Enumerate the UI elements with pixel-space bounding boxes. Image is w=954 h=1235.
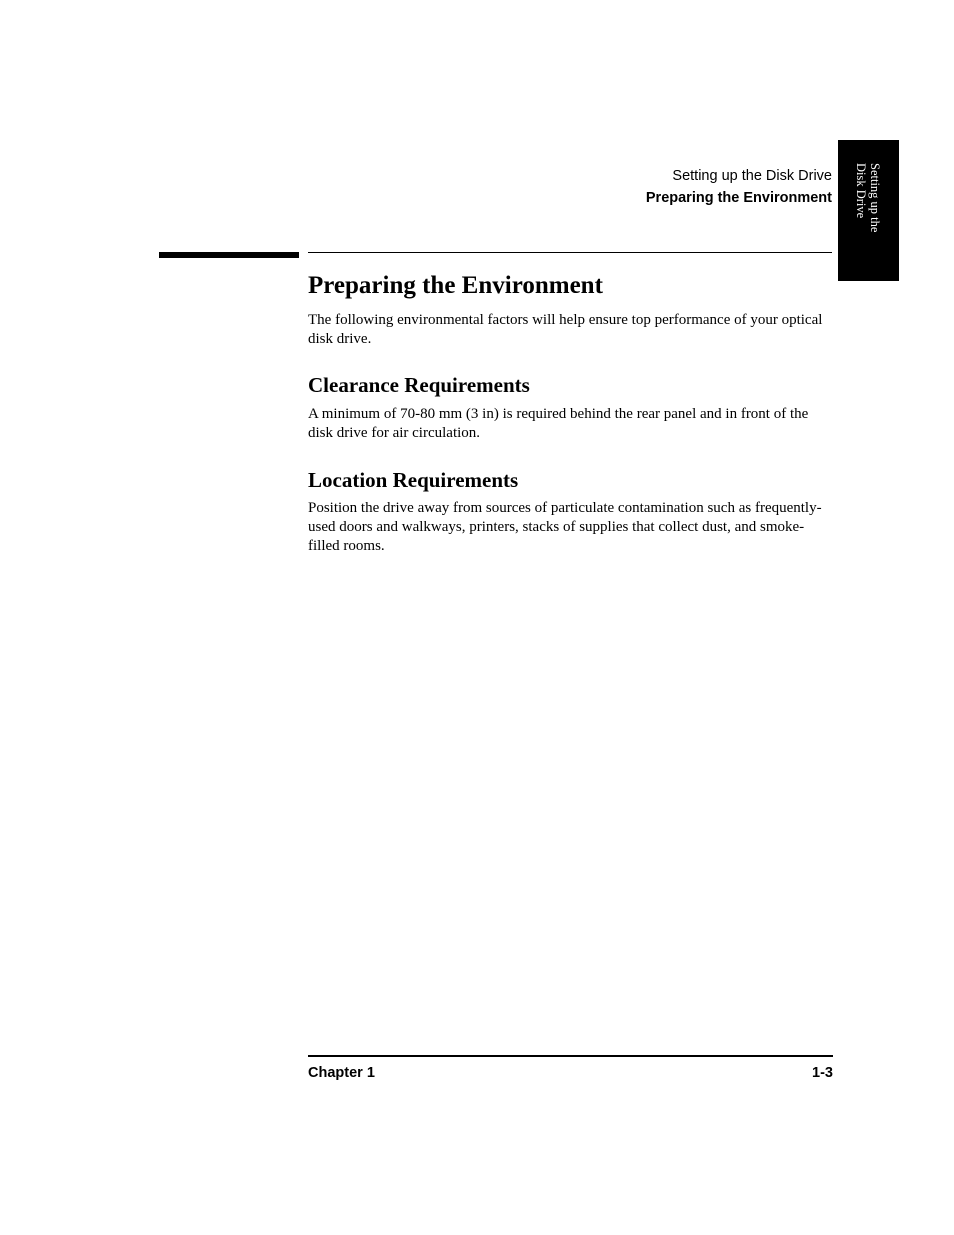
section-rule-thick	[159, 252, 299, 258]
main-content	[308, 270, 834, 556]
chapter-thumb-tab	[838, 140, 899, 281]
footer-rule	[308, 1055, 833, 1057]
running-head-chapter: Setting up the Disk Drive	[672, 168, 832, 184]
chapter-thumb-tab-text	[838, 140, 899, 281]
page-title: Preparing the Environment	[308, 272, 603, 299]
page-footer	[308, 1063, 833, 1083]
intro-paragraph: The following environmental factors will help ensure top performance of your optical disk drive.	[308, 312, 823, 347]
running-head	[646, 165, 832, 209]
clearance-heading: Clearance Requirements	[308, 373, 530, 397]
chapter-thumb-tab-line-1: Setting up the	[868, 163, 883, 233]
chapter-thumb-tab-line-2: Disk Drive	[854, 163, 869, 219]
section-rule-thin	[308, 252, 832, 253]
footer-page-number: 1-3	[812, 1065, 833, 1081]
footer-chapter: Chapter 1	[308, 1065, 375, 1081]
running-head-section: Preparing the Environment	[645, 190, 832, 206]
clearance-paragraph: A minimum of 70-80 mm (3 in) is required behind the rear panel and in front of the disk drive for air circulation.	[308, 406, 809, 441]
location-heading: Location Requirements	[308, 468, 519, 492]
location-paragraph: Position the drive away from sources of particulate contamination such as frequently-used doors and walkways, printers, stacks of supplies that collect dust, and smoke-filled rooms.	[308, 500, 822, 554]
